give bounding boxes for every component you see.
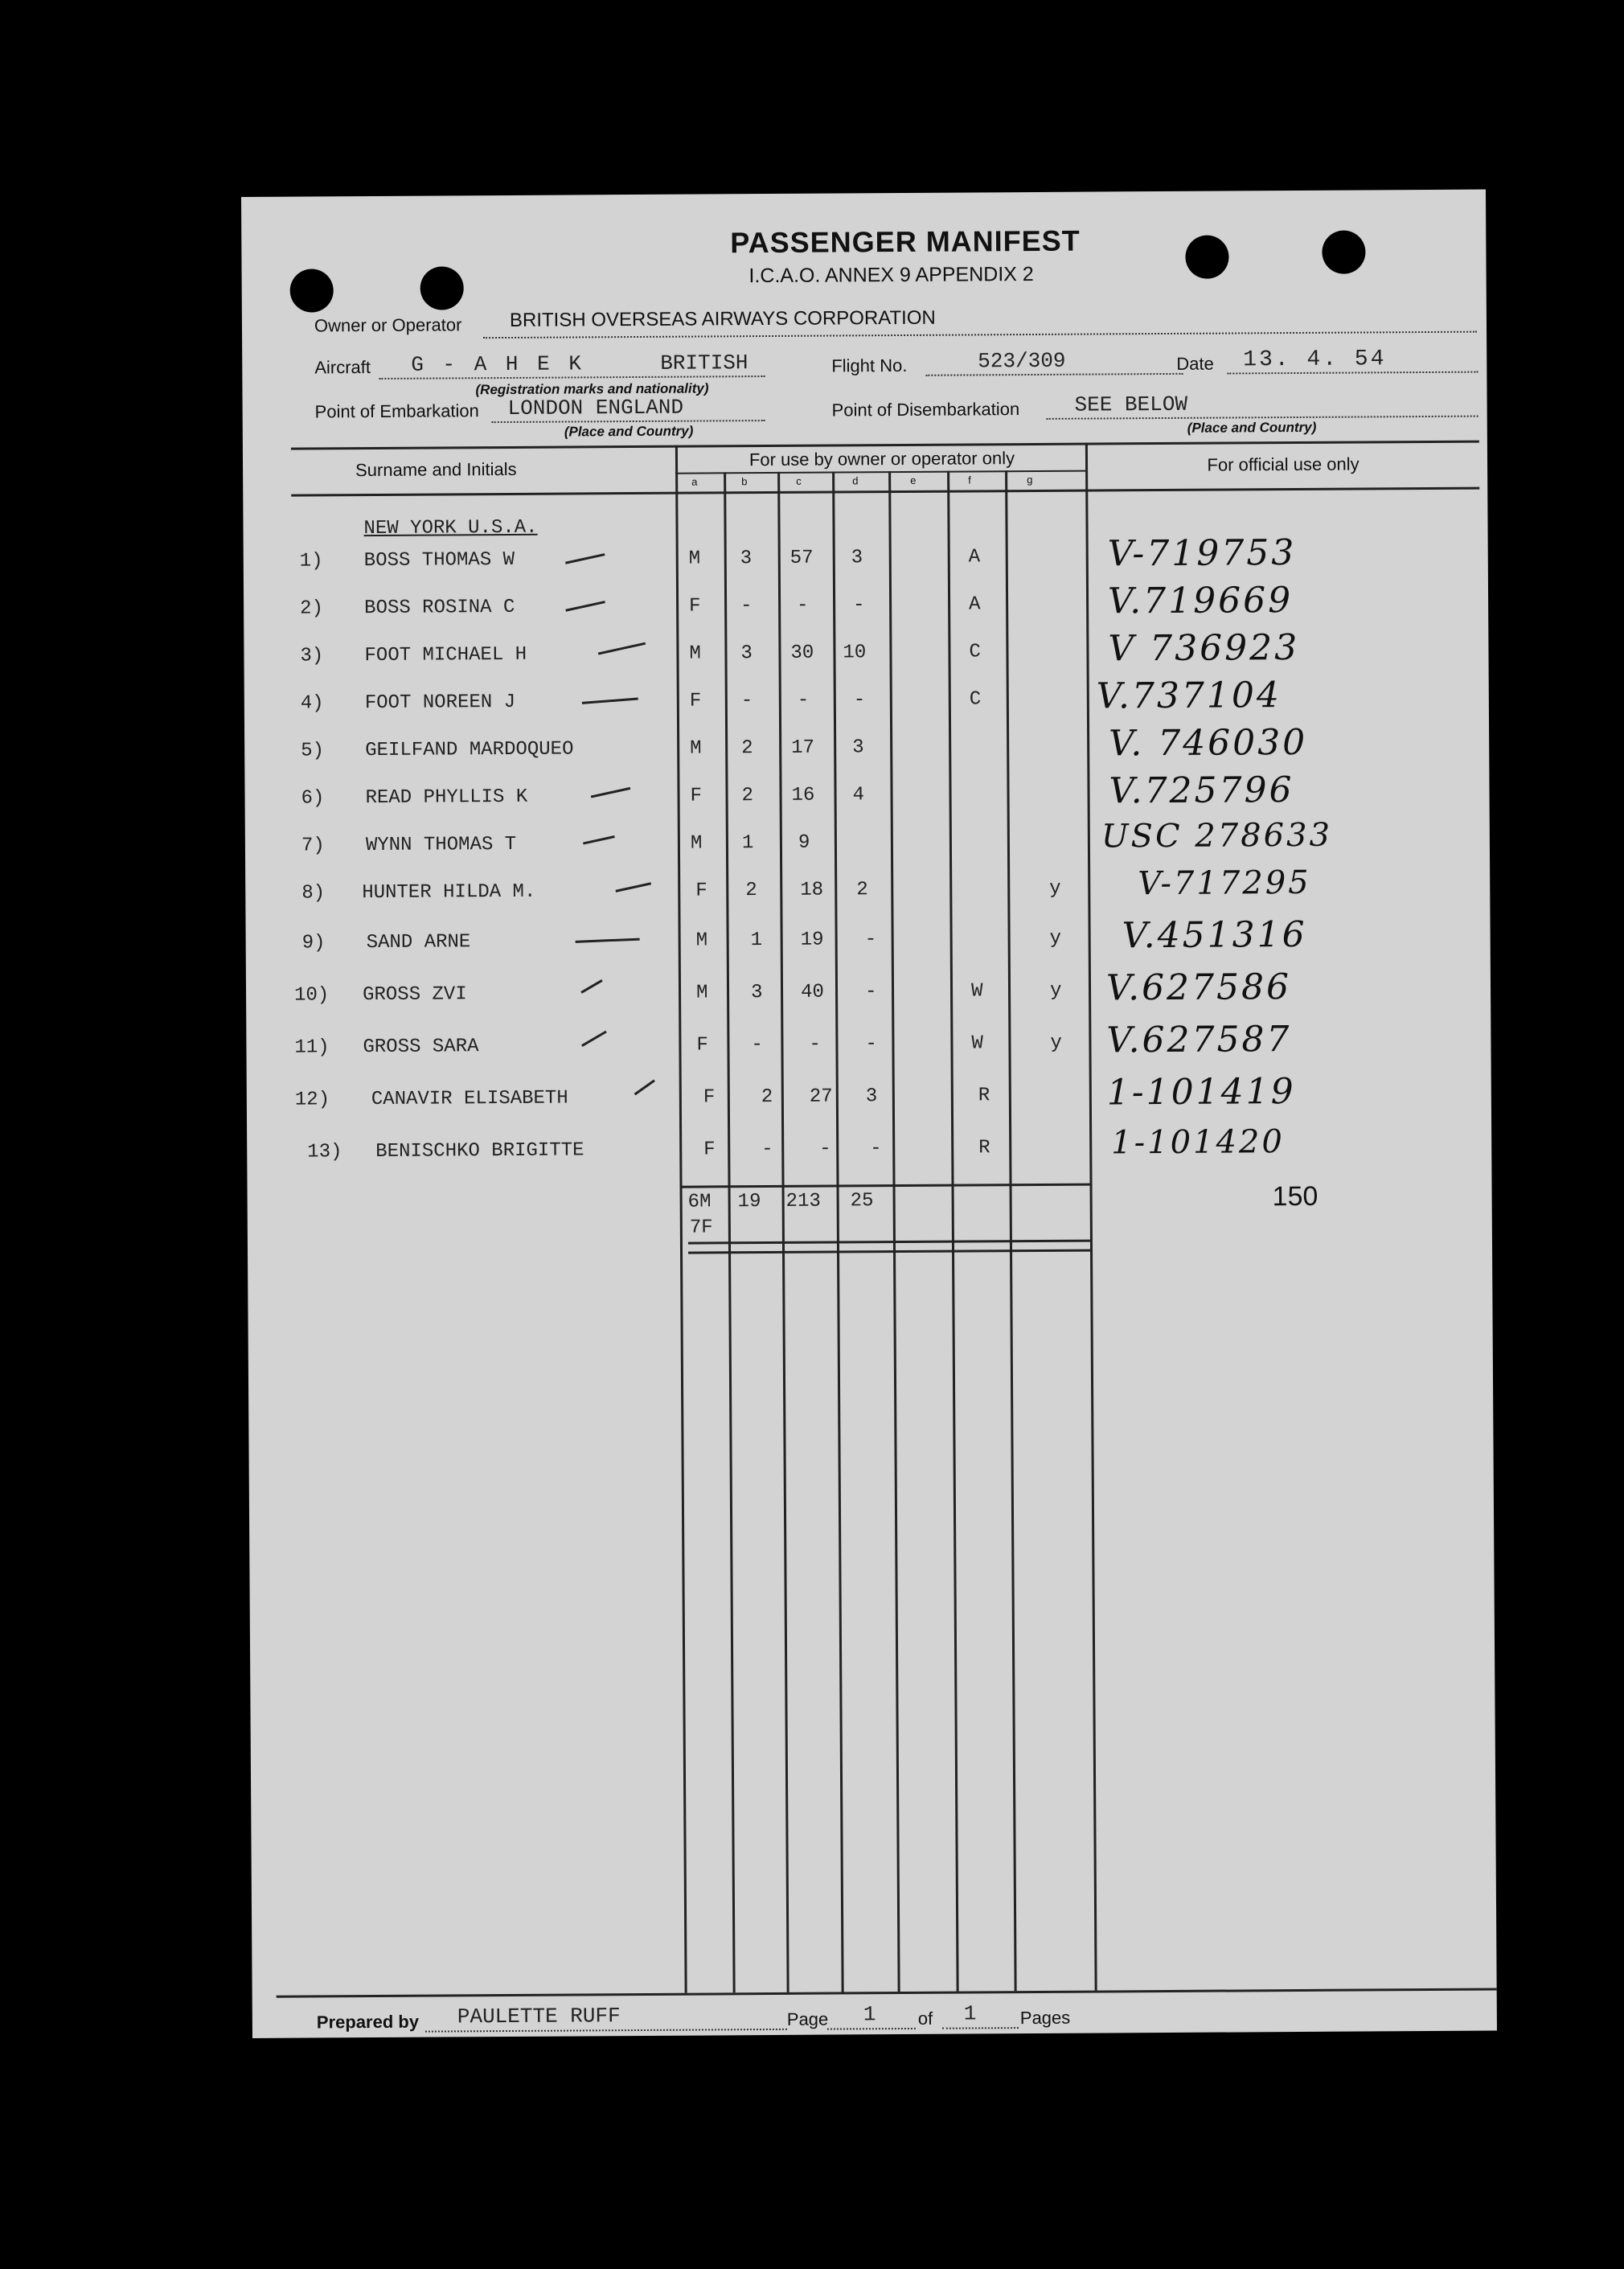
- aircraft-label: Aircraft: [314, 357, 371, 378]
- date-label: Date: [1176, 353, 1214, 374]
- header-surname: Surname and Initials: [355, 458, 517, 481]
- cell-a: F: [695, 880, 707, 902]
- row-number: 3): [300, 645, 324, 667]
- disembarkation-label: Point of Disembarkation: [831, 399, 1020, 421]
- total-males: 6M: [687, 1191, 712, 1213]
- header-owner-use: For use by owner or operator only: [748, 448, 1015, 470]
- total-c: 213: [785, 1190, 821, 1212]
- check-mark: [581, 1031, 607, 1047]
- cell-a: M: [689, 642, 701, 665]
- cell-c: 16: [791, 784, 815, 806]
- cell-d: 3: [852, 737, 864, 759]
- subcol-f: f: [968, 474, 971, 486]
- table-row: [244, 531, 1488, 587]
- official-number: V.737104: [1096, 675, 1282, 717]
- cell-b: -: [761, 1138, 773, 1161]
- subcol-b: b: [741, 475, 748, 488]
- embarkation-note: (Place and Country): [564, 423, 694, 440]
- cell-f: A: [969, 593, 981, 616]
- check-mark: [580, 979, 602, 994]
- cell-f: W: [971, 1032, 983, 1055]
- subcol-d: d: [852, 474, 859, 487]
- passenger-name: CANAVIR ELISABETH: [371, 1087, 568, 1111]
- official-number: V-719753: [1107, 531, 1297, 575]
- passenger-name: BOSS ROSINA C: [364, 596, 515, 620]
- cell-a: F: [690, 785, 703, 807]
- header-official-use: For official use only: [1207, 453, 1359, 475]
- cell-g: y: [1049, 979, 1062, 1002]
- total-d: 25: [850, 1190, 874, 1212]
- cell-d: 10: [843, 642, 867, 664]
- table-row: [244, 674, 1489, 729]
- official-number: V.725796: [1109, 769, 1294, 812]
- passenger-name: GROSS SARA: [363, 1036, 479, 1059]
- flight-number: 523/309: [978, 348, 1066, 374]
- embarkation-label: Point of Embarkation: [314, 400, 479, 422]
- check-mark: [565, 553, 605, 564]
- cell-c: 30: [790, 642, 814, 664]
- cell-g: y: [1049, 927, 1062, 950]
- cell-d: -: [853, 689, 866, 712]
- cell-f: W: [970, 980, 983, 1003]
- cell-a: M: [688, 548, 701, 570]
- row-number: 7): [301, 835, 325, 857]
- check-mark: [615, 882, 651, 892]
- cell-c: -: [819, 1138, 831, 1160]
- official-number: V 736923: [1108, 626, 1300, 670]
- cell-b: 1: [741, 832, 754, 855]
- cell-d: 4: [852, 784, 865, 806]
- cell-d: -: [870, 1138, 882, 1160]
- total-b: 19: [737, 1191, 761, 1213]
- passenger-name: GEILFAND MARDOQUEO: [365, 738, 574, 762]
- registration-note: (Registration marks and nationality): [475, 380, 709, 398]
- aircraft-registration: G - A H E K: [411, 351, 585, 377]
- cell-c: 17: [791, 737, 815, 759]
- passenger-name: BOSS THOMAS W: [363, 548, 515, 572]
- punch-hole-left-2: [420, 266, 464, 310]
- cell-b: 3: [740, 548, 753, 570]
- disembarkation-note: (Place and Country): [1187, 419, 1317, 436]
- official-number: V.451316: [1122, 913, 1307, 957]
- cell-c: 57: [789, 547, 814, 569]
- cell-c: 18: [800, 879, 824, 901]
- check-mark: [583, 835, 615, 844]
- cell-b: -: [740, 690, 753, 712]
- passenger-name: FOOT NOREEN J: [364, 691, 516, 715]
- official-number: V-717295: [1138, 864, 1311, 903]
- check-mark: [598, 642, 646, 655]
- cell-b: -: [751, 1034, 763, 1057]
- row-number: 9): [301, 932, 326, 954]
- cell-d: -: [865, 1033, 877, 1056]
- cell-c: 19: [800, 929, 824, 951]
- row-number: 13): [307, 1141, 342, 1163]
- subcol-e: e: [910, 474, 917, 486]
- row-number: 10): [293, 984, 330, 1007]
- punch-hole-right-1: [1185, 235, 1228, 278]
- row-number: 2): [300, 597, 324, 620]
- punch-hole-right-2: [1322, 230, 1365, 273]
- passenger-name: BENISCHKO BRIGITTE: [375, 1139, 584, 1163]
- check-mark: [634, 1080, 655, 1096]
- check-mark: [591, 787, 630, 798]
- check-mark: [576, 938, 640, 943]
- prepared-by-label: Prepared by: [316, 2011, 420, 2033]
- total-official: 150: [1272, 1180, 1318, 1212]
- row-number: 12): [294, 1089, 330, 1111]
- date-value: 13. 4. 54: [1243, 347, 1387, 373]
- destination-heading: NEW YORK U.S.A.: [363, 516, 538, 540]
- row-number: 8): [301, 882, 326, 905]
- cell-a: M: [690, 737, 702, 760]
- page-label: Page: [786, 2008, 829, 2029]
- cell-d: -: [864, 929, 877, 951]
- cell-d: 3: [865, 1085, 878, 1108]
- cell-b: 2: [741, 737, 753, 760]
- official-number: V. 746030: [1109, 721, 1308, 765]
- row-number: 6): [301, 787, 325, 810]
- prepared-by-value: PAULETTE RUFF: [457, 2004, 621, 2029]
- passenger-name: READ PHYLLIS K: [365, 786, 528, 810]
- official-number: 1-101420: [1111, 1123, 1286, 1162]
- flight-label: Flight No.: [831, 355, 908, 376]
- disembarkation-value: SEE BELOW: [1074, 392, 1188, 417]
- manifest-paper: [241, 190, 1497, 2038]
- owner-value: BRITISH OVERSEAS AIRWAYS CORPORATION: [509, 306, 936, 331]
- cell-a: F: [703, 1139, 716, 1161]
- cell-d: -: [864, 981, 877, 1003]
- table-row: [245, 913, 1490, 969]
- cell-b: 1: [750, 929, 763, 952]
- passenger-name: SAND ARNE: [366, 931, 471, 954]
- row-number: 1): [299, 550, 323, 572]
- table-row: [244, 579, 1488, 634]
- table-row: [244, 721, 1489, 777]
- cell-c: -: [797, 594, 809, 617]
- subcol-c: c: [796, 474, 802, 487]
- table-row: [247, 1070, 1491, 1126]
- cell-f: R: [978, 1085, 990, 1107]
- passenger-name: FOOT MICHAEL H: [364, 643, 527, 667]
- cell-g: y: [1049, 877, 1061, 900]
- page-value: 1: [863, 2002, 876, 2027]
- subcol-a: a: [691, 475, 698, 488]
- embarkation-value: LONDON ENGLAND: [507, 395, 684, 421]
- cell-a: F: [696, 1034, 708, 1057]
- row-number: 4): [300, 692, 324, 715]
- punch-hole-left-1: [290, 269, 334, 312]
- subcol-g: g: [1027, 473, 1033, 486]
- of-value: 1: [963, 2001, 977, 2026]
- cell-c: 27: [809, 1085, 833, 1108]
- passenger-name: HUNTER HILDA M.: [362, 880, 536, 905]
- official-number: USC 278633: [1101, 816, 1333, 855]
- cell-b: 2: [761, 1085, 773, 1109]
- of-label: of: [917, 2008, 933, 2029]
- table-row: [244, 626, 1488, 682]
- cell-f: A: [968, 546, 981, 568]
- table-row: [247, 1122, 1491, 1178]
- row-number: 5): [301, 740, 325, 762]
- cell-f: C: [969, 688, 982, 711]
- total-females: 7F: [689, 1217, 713, 1239]
- cell-a: M: [695, 929, 708, 952]
- form-title: PASSENGER MANIFEST: [730, 224, 1081, 260]
- owner-label: Owner or Operator: [314, 314, 462, 336]
- official-number: V.627587: [1106, 1019, 1292, 1061]
- cell-f: C: [969, 641, 981, 663]
- cell-a: M: [695, 982, 708, 1004]
- official-number: V.627586: [1105, 966, 1292, 1009]
- official-number: V.719669: [1107, 580, 1294, 622]
- aircraft-nationality: BRITISH: [660, 351, 748, 375]
- table-row: [246, 966, 1491, 1021]
- official-number: 1-101419: [1106, 1071, 1296, 1114]
- cell-a: F: [689, 595, 701, 618]
- cell-b: -: [740, 595, 753, 618]
- cell-c: -: [797, 689, 810, 712]
- check-mark: [582, 698, 638, 704]
- form-subtitle: I.C.A.O. ANNEX 9 APPENDIX 2: [748, 262, 1034, 288]
- cell-c: -: [809, 1033, 821, 1056]
- cell-b: 2: [741, 785, 754, 807]
- passenger-name: GROSS ZVI: [362, 983, 467, 1007]
- cell-a: M: [690, 832, 703, 855]
- cell-g: y: [1050, 1032, 1062, 1054]
- cell-d: 2: [856, 879, 868, 901]
- pages-label: Pages: [1019, 2007, 1071, 2029]
- table-row: [245, 816, 1490, 872]
- table-row: [246, 1018, 1491, 1073]
- cell-b: 3: [750, 982, 763, 1004]
- row-number: 11): [294, 1036, 330, 1059]
- cell-a: F: [703, 1086, 716, 1109]
- cell-f: R: [978, 1137, 990, 1159]
- cell-a: F: [689, 690, 702, 712]
- cell-b: 2: [745, 880, 757, 902]
- cell-d: 3: [851, 547, 863, 569]
- cell-b: 3: [740, 642, 753, 665]
- table-row: [244, 769, 1489, 824]
- check-mark: [565, 601, 605, 612]
- cell-d: -: [853, 594, 865, 617]
- cell-c: 40: [800, 981, 824, 1003]
- passenger-name: WYNN THOMAS T: [365, 833, 517, 857]
- cell-c: 9: [798, 831, 810, 854]
- table-row: [245, 864, 1490, 919]
